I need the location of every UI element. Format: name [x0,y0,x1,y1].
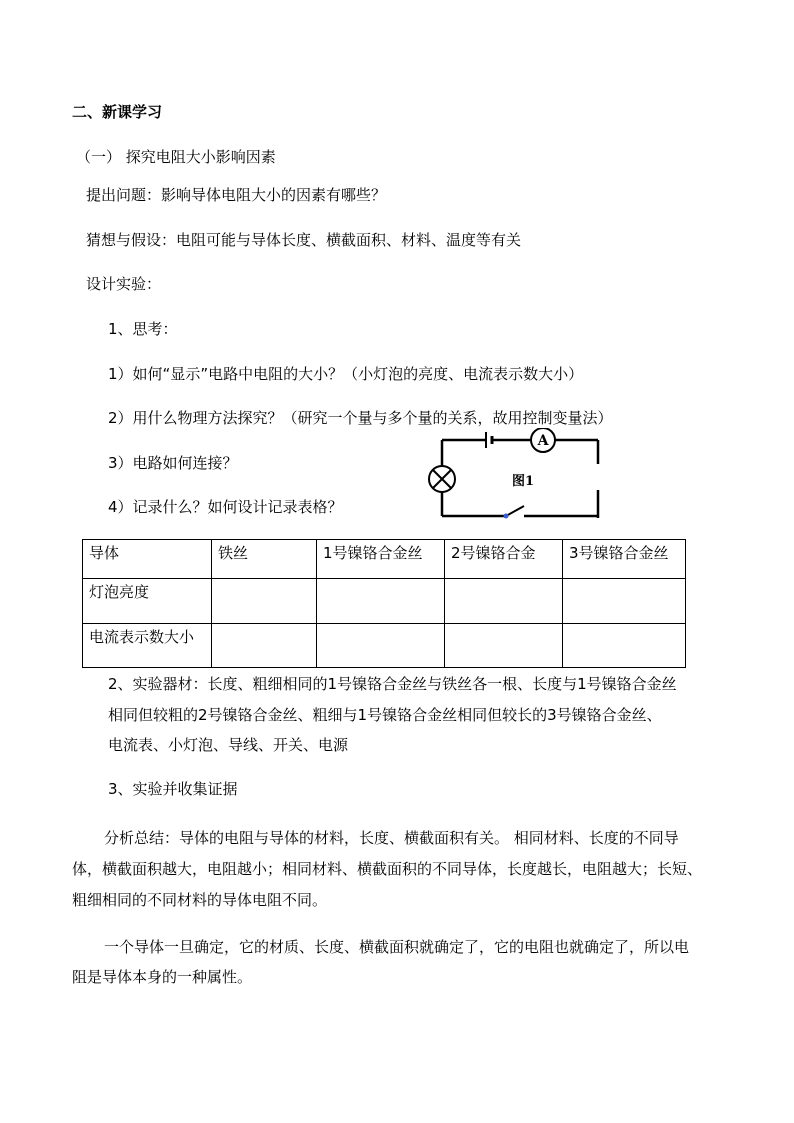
conclusion-line-1: 一个导体一旦确定，它的材质、长度、横截面积就确定了，它的电阻也就确定了，所以电 [104,938,690,956]
equipment-line-2: 相同但较粗的2号镍铬合金丝、粗细与1号镍铬合金丝相同但较长的3号镍铬合金丝、 [108,706,662,724]
ammeter-symbol: A [537,433,549,449]
sub-heading: （一） 探究电阻大小影响因素 [76,148,276,166]
figure-label: 图1 [512,474,535,489]
table-cell [212,579,317,624]
question-1: 1）如何“显示”电路中电阻的大小？（小灯泡的亮度、电流表示数大小） [108,365,584,383]
analysis-line-2: 体，横截面积越大，电阻越小；相同材料、横截面积的不同导体，长度越长，电阻越大；长短、 [72,860,703,878]
table-cell [445,579,563,624]
table-header-cell: 3号镍铬合金丝 [563,540,686,579]
analysis-line-3: 粗细相同的不同材料的导体电阻不同。 [72,891,328,909]
design-label: 设计实验： [86,275,162,293]
equipment-line-3: 电流表、小灯泡、导线、开关、电源 [108,736,349,754]
table-cell: 电流表示数大小 [83,624,212,668]
table-cell [212,624,317,668]
question-2: 2）用什么物理方法探究？（研究一个量与多个量的关系，故用控制变量法） [108,409,613,427]
analysis-line-1: 分析总结：导体的电阻与导体的材料，长度、横截面积有关。 相同材料、长度的不同导 [104,829,679,847]
record-table [82,539,686,668]
table-header-cell: 2号镍铬合金 [445,540,563,579]
table-header-cell: 铁丝 [212,540,317,579]
evidence-label: 3、实验并收集证据 [108,780,238,798]
hypothesis-text: 猜想与假设：电阻可能与导体长度、横截面积、材料、温度等有关 [86,231,522,249]
table-header-row [83,540,686,579]
table-cell [317,579,445,624]
think-label: 1、思考： [108,320,178,338]
table-row [83,624,686,668]
table-cell [563,579,686,624]
question-3: 3）电路如何连接？ [108,454,238,472]
circuit-diagram [426,428,610,524]
table-cell [317,624,445,668]
table-header-cell: 导体 [83,540,212,579]
equipment-line-1: 2、实验器材：长度、粗细相同的1号镍铬合金丝与铁丝各一根、长度与1号镍铬合金丝 [108,675,677,693]
table-cell [445,624,563,668]
section-title: 二、新课学习 [72,103,163,121]
question-text: 提出问题：影响导体电阻大小的因素有哪些？ [86,186,387,204]
switch-icon [504,506,525,519]
ammeter-icon [531,428,555,452]
conclusion-line-2: 阻是导体本身的一种属性。 [72,968,253,986]
table-cell [563,624,686,668]
bulb-icon [429,466,455,492]
question-4: 4）记录什么？如何设计记录表格？ [108,498,343,516]
table-header-cell: 1号镍铬合金丝 [317,540,445,579]
table-row [83,579,686,624]
table-cell: 灯泡亮度 [83,579,212,624]
